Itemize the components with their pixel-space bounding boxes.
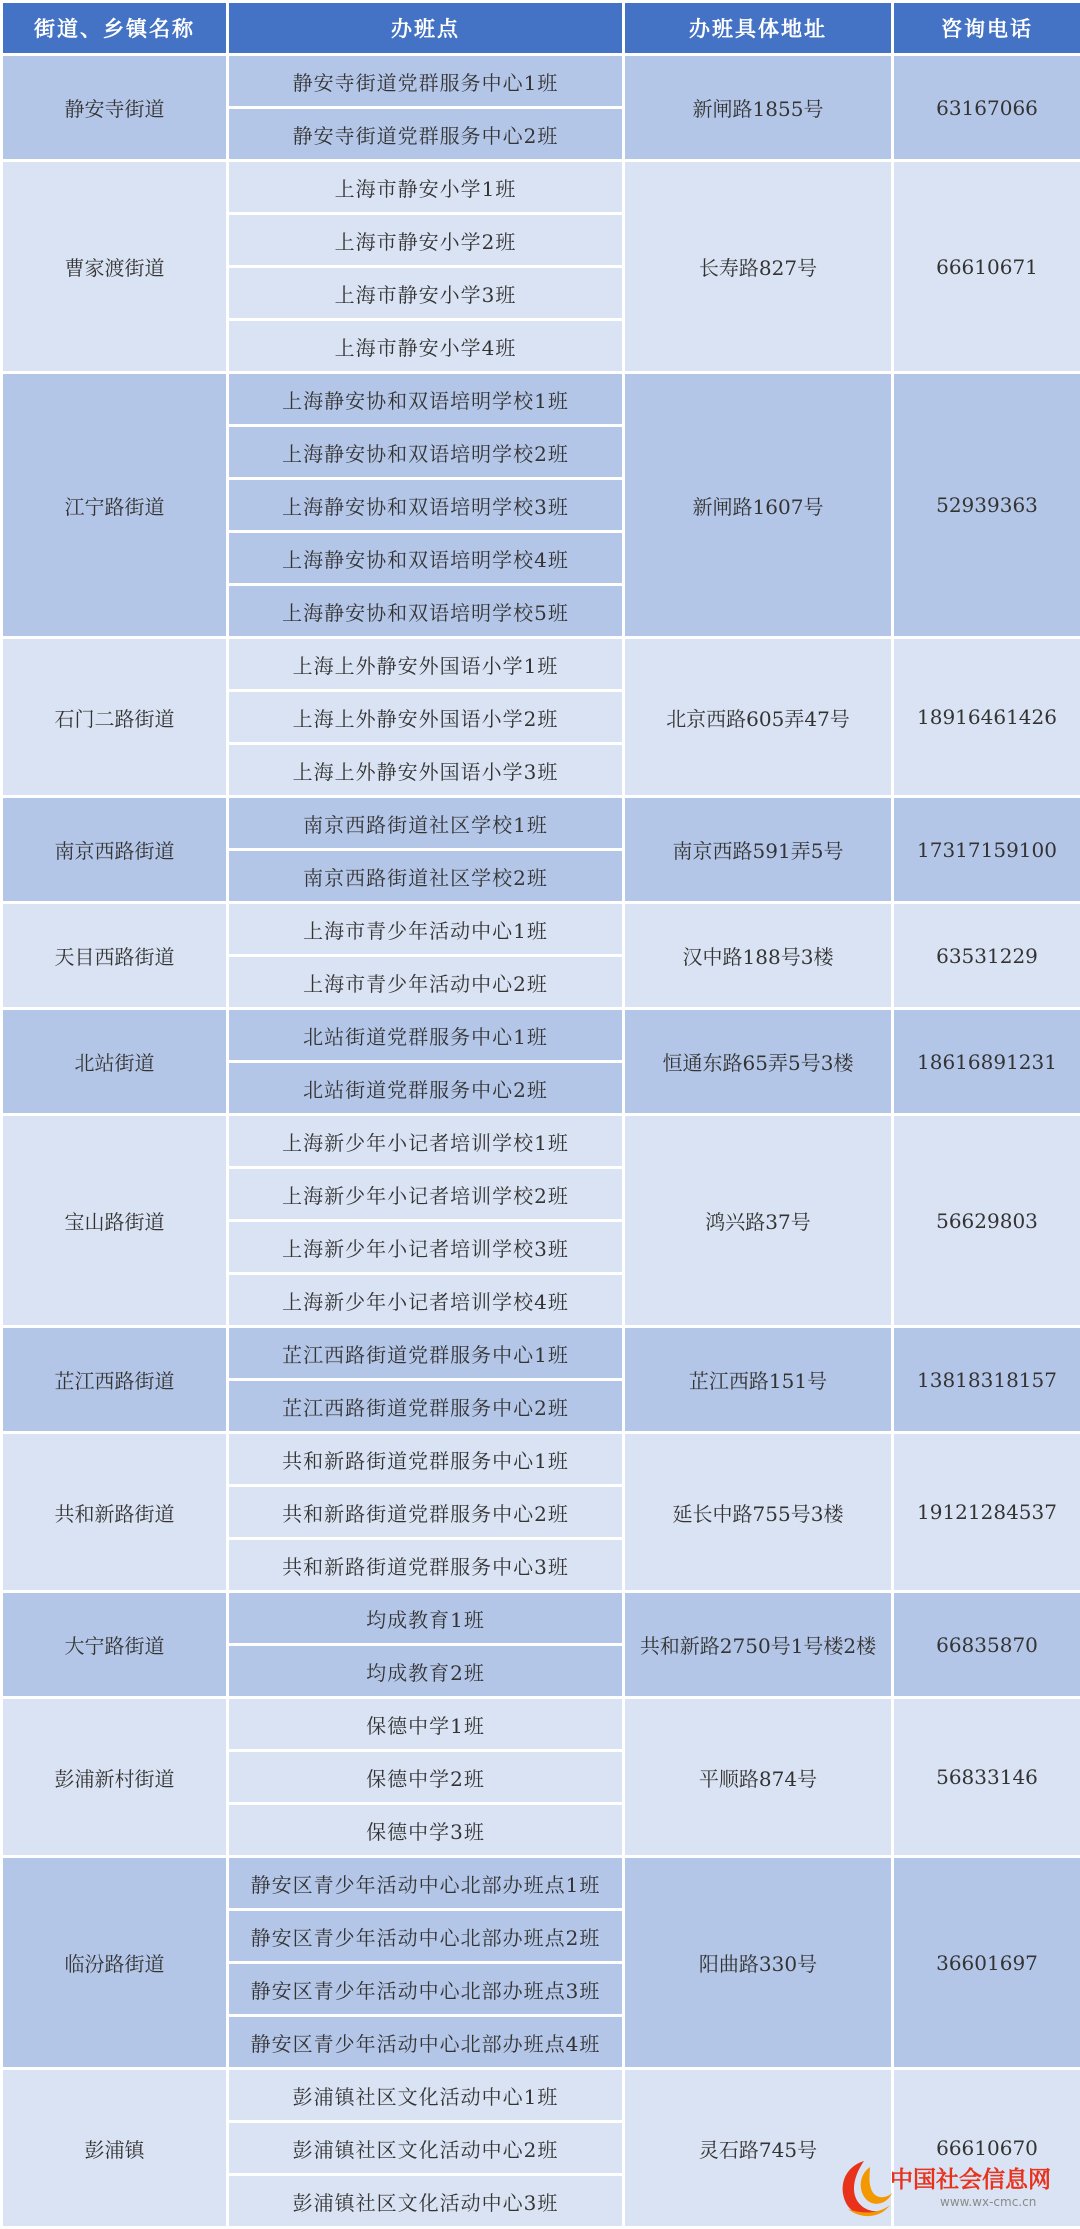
class-site-cell: 静安区青少年活动中心北部办班点1班 [228,1857,624,1910]
address-cell: 共和新路2750号1号楼2楼 [624,1592,893,1698]
class-site-cell: 上海静安协和双语培明学校3班 [228,479,624,532]
class-site-cell: 彭浦镇社区文化活动中心3班 [228,2175,624,2228]
table-row [2,1433,1080,1486]
address-cell: 阳曲路330号 [624,1857,893,2069]
address-cell: 恒通东路65弄5号3楼 [624,1009,893,1115]
phone-cell: 52939363 [893,373,1080,638]
class-site-cell: 北站街道党群服务中心2班 [228,1062,624,1115]
class-site-cell: 上海上外静安外国语小学2班 [228,691,624,744]
phone-cell: 13818318157 [893,1327,1080,1433]
street-group [2,1433,1080,1592]
phone-cell: 66835870 [893,1592,1080,1698]
address-cell: 芷江西路151号 [624,1327,893,1433]
street-name-cell: 南京西路街道 [2,797,228,903]
header-row [2,2,1080,55]
street-name-cell: 江宁路街道 [2,373,228,638]
table-header [2,2,1080,55]
street-group [2,161,1080,373]
phone-cell: 18616891231 [893,1009,1080,1115]
table-row [2,1698,1080,1751]
phone-cell: 19121284537 [893,1433,1080,1592]
class-site-cell: 南京西路街道社区学校2班 [228,850,624,903]
class-site-cell: 共和新路街道党群服务中心1班 [228,1433,624,1486]
street-group [2,1009,1080,1115]
class-site-cell: 上海上外静安外国语小学3班 [228,744,624,797]
street-group [2,55,1080,161]
class-site-cell: 保德中学2班 [228,1751,624,1804]
class-site-cell: 彭浦镇社区文化活动中心1班 [228,2069,624,2122]
phone-cell: 56833146 [893,1698,1080,1857]
class-site-cell: 静安区青少年活动中心北部办班点2班 [228,1910,624,1963]
watermark-url: www.wx-cmc.cn [940,2195,1036,2209]
table-row [2,55,1080,108]
class-site-cell: 上海静安协和双语培明学校4班 [228,532,624,585]
street-group [2,638,1080,797]
table-row [2,1592,1080,1645]
class-site-cell: 均成教育2班 [228,1645,624,1698]
class-site-cell: 芷江西路街道党群服务中心2班 [228,1380,624,1433]
address-cell: 鸿兴路37号 [624,1115,893,1327]
class-site-cell: 均成教育1班 [228,1592,624,1645]
class-site-cell: 上海静安协和双语培明学校5班 [228,585,624,638]
street-group [2,797,1080,903]
address-cell: 新闸路1607号 [624,373,893,638]
class-site-cell: 上海新少年小记者培训学校3班 [228,1221,624,1274]
street-name-cell: 彭浦新村街道 [2,1698,228,1857]
phone-cell: 63167066 [893,55,1080,161]
address-cell: 长寿路827号 [624,161,893,373]
class-site-cell: 上海新少年小记者培训学校1班 [228,1115,624,1168]
street-group [2,1592,1080,1698]
class-site-cell: 静安区青少年活动中心北部办班点3班 [228,1963,624,2016]
address-cell: 平顺路874号 [624,1698,893,1857]
header-phone: 咨询电话 [893,2,1080,55]
class-site-cell: 静安区青少年活动中心北部办班点4班 [228,2016,624,2069]
class-site-cell: 上海市静安小学1班 [228,161,624,214]
class-site-cell: 上海市静安小学3班 [228,267,624,320]
street-name-cell: 共和新路街道 [2,1433,228,1592]
table-row [2,373,1080,426]
street-name-cell: 大宁路街道 [2,1592,228,1698]
class-site-cell: 北站街道党群服务中心1班 [228,1009,624,1062]
class-site-cell: 上海上外静安外国语小学1班 [228,638,624,691]
phone-cell: 63531229 [893,903,1080,1009]
phone-cell: 66610670 [893,2069,1080,2228]
address-cell: 延长中路755号3楼 [624,1433,893,1592]
class-site-cell: 静安寺街道党群服务中心1班 [228,55,624,108]
street-name-cell: 北站街道 [2,1009,228,1115]
street-name-cell: 天目西路街道 [2,903,228,1009]
street-name-cell: 静安寺街道 [2,55,228,161]
class-site-cell: 南京西路街道社区学校1班 [228,797,624,850]
address-cell: 南京西路591弄5号 [624,797,893,903]
class-site-cell: 彭浦镇社区文化活动中心2班 [228,2122,624,2175]
table-row [2,797,1080,850]
table-row [2,161,1080,214]
phone-cell: 66610671 [893,161,1080,373]
class-site-cell: 上海市青少年活动中心1班 [228,903,624,956]
table-row [2,1115,1080,1168]
class-site-cell: 保德中学3班 [228,1804,624,1857]
table-row [2,1327,1080,1380]
street-name-cell: 芷江西路街道 [2,1327,228,1433]
watermark-logo [830,2153,1070,2223]
street-name-cell: 彭浦镇 [2,2069,228,2228]
class-site-cell: 上海新少年小记者培训学校2班 [228,1168,624,1221]
class-site-cell: 上海新少年小记者培训学校4班 [228,1274,624,1327]
header-address: 办班具体地址 [624,2,893,55]
phone-cell: 17317159100 [893,797,1080,903]
phone-cell: 56629803 [893,1115,1080,1327]
class-site-cell: 上海静安协和双语培明学校1班 [228,373,624,426]
street-group [2,1698,1080,1857]
address-cell: 灵石路745号 [624,2069,893,2228]
street-name-cell: 临汾路街道 [2,1857,228,2069]
watermark-name: 中国社会信息网 [890,2161,1051,2194]
class-site-cell: 静安寺街道党群服务中心2班 [228,108,624,161]
table-row [2,1009,1080,1062]
street-group [2,1857,1080,2069]
table-row [2,638,1080,691]
address-cell: 新闸路1855号 [624,55,893,161]
street-group [2,373,1080,638]
table-row [2,2069,1080,2122]
class-site-cell: 上海市青少年活动中心2班 [228,956,624,1009]
phone-cell: 18916461426 [893,638,1080,797]
street-group [2,903,1080,1009]
table-row [2,903,1080,956]
address-cell: 汉中路188号3楼 [624,903,893,1009]
class-site-cell: 上海静安协和双语培明学校2班 [228,426,624,479]
phone-cell: 36601697 [893,1857,1080,2069]
class-site-cell: 共和新路街道党群服务中心2班 [228,1486,624,1539]
header-class-site: 办班点 [228,2,624,55]
class-site-cell: 保德中学1班 [228,1698,624,1751]
class-site-cell: 共和新路街道党群服务中心3班 [228,1539,624,1592]
street-group [2,1115,1080,1327]
street-name-cell: 曹家渡街道 [2,161,228,373]
street-name-cell: 宝山路街道 [2,1115,228,1327]
class-site-cell: 芷江西路街道党群服务中心1班 [228,1327,624,1380]
table-row [2,1857,1080,1910]
class-site-cell: 上海市静安小学4班 [228,320,624,373]
address-cell: 北京西路605弄47号 [624,638,893,797]
class-site-cell: 上海市静安小学2班 [228,214,624,267]
street-group [2,1327,1080,1433]
street-name-cell: 石门二路街道 [2,638,228,797]
header-street: 街道、乡镇名称 [2,2,228,55]
